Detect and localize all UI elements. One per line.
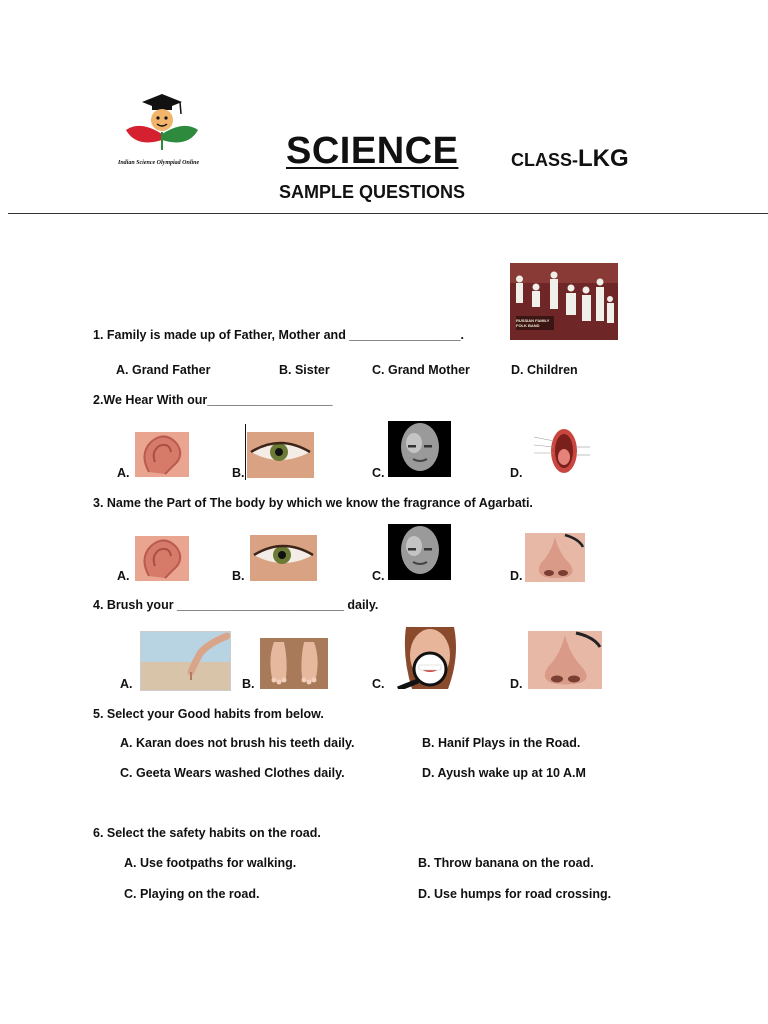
q6-option-d[interactable]: D. Use humps for road crossing. <box>418 887 612 901</box>
family-photo-caption: RUSSIAN FAMILY FOLK BAND <box>516 318 550 328</box>
q1-option-c[interactable]: C. Grand Mother <box>372 363 470 377</box>
q5-option-b[interactable]: B. Hanif Plays in the Road. <box>422 736 581 750</box>
logo-caption: Indian Science Olympiad Online <box>118 160 200 166</box>
q4-label-a[interactable]: A. <box>120 677 133 691</box>
ear-picture[interactable] <box>135 432 189 477</box>
class-label <box>511 145 629 173</box>
q3-label-b[interactable]: B. <box>232 569 245 583</box>
q3-label-c[interactable]: C. <box>372 569 385 583</box>
head-picture[interactable] <box>388 524 451 580</box>
eye-picture[interactable] <box>247 432 314 478</box>
question-6: 6. Select the safety habits on the road. <box>93 826 321 840</box>
mouth-diagram[interactable] <box>530 425 592 478</box>
q2-label-d[interactable]: D. <box>510 466 523 480</box>
question-2: 2.We Hear With our__________________ <box>93 393 333 407</box>
nose-picture[interactable] <box>528 631 602 689</box>
q4-label-c[interactable]: C. <box>372 677 385 691</box>
question-4: 4. Brush your ________________________ daily. <box>93 598 379 612</box>
hand-picture[interactable] <box>140 631 231 691</box>
header-divider <box>8 213 768 214</box>
q3-label-a[interactable]: A. <box>117 569 130 583</box>
ear-picture[interactable] <box>135 536 189 581</box>
q4-label-b[interactable]: B. <box>242 677 255 691</box>
q1-option-b[interactable]: B. Sister <box>279 363 330 377</box>
q2-label-b[interactable]: B. <box>232 466 245 480</box>
q2-label-c[interactable]: C. <box>372 466 385 480</box>
q4-label-d[interactable]: D. <box>510 677 523 691</box>
eye-picture[interactable] <box>250 535 317 581</box>
q6-option-a[interactable]: A. Use footpaths for walking. <box>124 856 297 870</box>
cursor-line <box>245 424 246 480</box>
logo-graphic-icon <box>118 90 208 156</box>
q5-option-c[interactable]: C. Geeta Wears washed Clothes daily. <box>120 766 345 780</box>
page-subtitle: SAMPLE QUESTIONS <box>279 182 466 202</box>
q1-option-d[interactable]: D. Children <box>511 363 578 377</box>
q6-option-c[interactable]: C. Playing on the road. <box>124 887 260 901</box>
teeth-picture[interactable] <box>388 627 472 689</box>
page-title: SCIENCE <box>286 130 459 172</box>
q1-option-a[interactable]: A. Grand Father <box>116 363 211 377</box>
q5-option-d[interactable]: D. Ayush wake up at 10 A.M <box>422 766 586 780</box>
q2-label-a[interactable]: A. <box>117 466 130 480</box>
q5-option-a[interactable]: A. Karan does not brush his teeth daily. <box>120 736 355 750</box>
question-5: 5. Select your Good habits from below. <box>93 707 324 721</box>
class-value: LKG <box>578 145 629 172</box>
nose-picture[interactable] <box>525 533 585 582</box>
q3-label-d[interactable]: D. <box>510 569 523 583</box>
logo <box>118 90 208 170</box>
question-3: 3. Name the Part of The body by which we know the fragrance of Agarbati. <box>93 496 533 510</box>
family-photo <box>510 263 618 340</box>
feet-picture[interactable] <box>260 638 328 689</box>
q6-option-b[interactable]: B. Throw banana on the road. <box>418 856 594 870</box>
question-1: 1. Family is made up of Father, Mother and ________________. <box>93 328 465 342</box>
head-picture[interactable] <box>388 421 451 477</box>
class-prefix: CLASS- <box>511 150 578 170</box>
